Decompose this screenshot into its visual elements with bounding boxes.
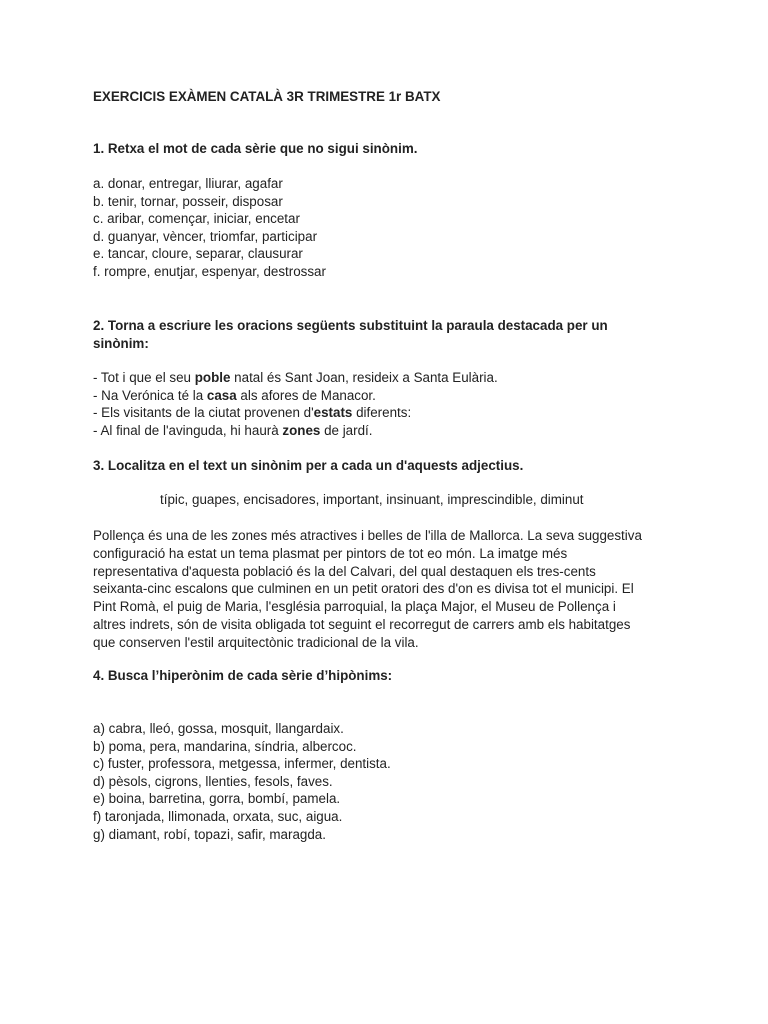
exercise-4-list — [93, 720, 693, 843]
exercise-2-heading: 2. Torna a escriure les oracions següents substituint la paraula destacada per un sinònim: — [93, 318, 608, 351]
highlighted-word: casa — [206, 387, 237, 403]
list-item: c. aribar, començar, iniciar, encetar — [93, 211, 300, 227]
exercise-1-heading: 1. Retxa el mot de cada sèrie que no sigui sinònim. — [93, 141, 418, 156]
list-item: b. tenir, tornar, posseir, disposar — [93, 193, 283, 209]
list-item: d. guanyar, vèncer, triomfar, participar — [93, 228, 318, 244]
exercise-4-heading: 4. Busca l’hiperònim de cada sèrie d’hipònims: — [93, 668, 393, 683]
list-item: f. rompre, enutjar, espenyar, destrossar — [93, 263, 326, 279]
highlighted-word: zones — [282, 422, 321, 438]
list-item: c) fuster, professora, metgessa, infermer, dentista. — [93, 756, 391, 772]
list-item: f) taronjada, llimonada, orxata, suc, aigua. — [93, 808, 343, 824]
adjective-list: típic, guapes, encisadores, important, insinuant, imprescindible, diminut — [160, 492, 584, 507]
sentence: - Tot i que el seu poble natal és Sant Joan, resideix a Santa Eulària. — [93, 370, 498, 385]
list-item: g) diamant, robí, topazi, safir, maragda. — [93, 826, 326, 842]
sentence: - Al final de l'avinguda, hi haurà zones de jardí. — [93, 422, 373, 438]
list-item: b) poma, pera, mandarina, síndria, albercoc. — [93, 738, 357, 754]
list-item: e) boina, barretina, gorra, bombí, pamela. — [93, 791, 341, 807]
exercise-3-heading: 3. Localitza en el text un sinònim per a cada un d'aquests adjectius. — [93, 458, 524, 473]
highlighted-word: estats — [313, 405, 353, 421]
exercise-1-list — [93, 175, 693, 281]
document-title: EXERCICIS EXÀMEN CATALÀ 3R TRIMESTRE 1r BATX — [93, 89, 441, 104]
sentence: - Na Verónica té la casa als afores de Manacor. — [93, 387, 376, 403]
list-item: e. tancar, cloure, separar, clausurar — [93, 246, 303, 262]
list-item: a. donar, entregar, lliurar, agafar — [93, 176, 283, 191]
highlighted-word: poble — [194, 370, 231, 385]
list-item: a) cabra, lleó, gossa, mosquit, llangardaix. — [93, 721, 344, 736]
exercise-2-sentences — [93, 369, 693, 439]
list-item: d) pèsols, cigrons, llenties, fesols, faves. — [93, 773, 333, 789]
sentence: - Els visitants de la ciutat provenen d'estats diferents: — [93, 405, 412, 421]
text-passage: Pollença és una de les zones més atractives i belles de l'illa de Mallorca. La seva suggestiva configuració ha estat un tema plasmat per pintors de tot eo món. La imatge més representativa d'aquesta població és la del Calvari, del qual destaquen els tres-cents seixanta-cinc escalons que culminen en un petit oratori des d'on es divisa tot el municipi. El Pint Romà, el puig de Maria, l'església parroquial, la plaça Major, el Museu de Pollença i altres indrets, són de visita obligada tot seguint el recorregut de carrers amb els habitatges que conserven l'estil arquitectònic tradicional de la vila. — [93, 528, 642, 650]
